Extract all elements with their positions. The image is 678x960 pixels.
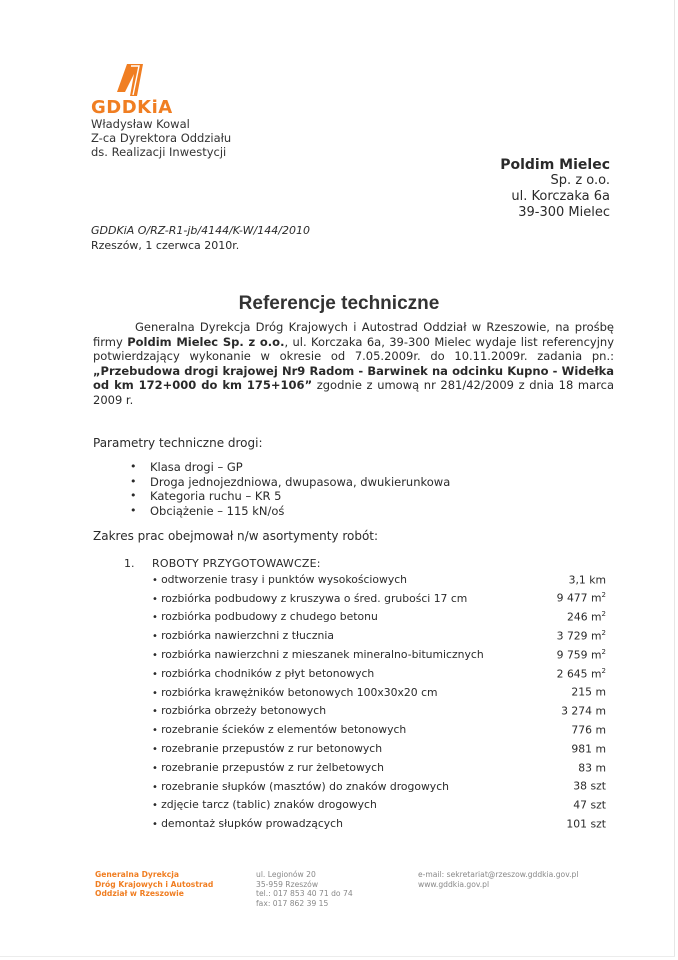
quantity-value: 3 729 [556,629,588,643]
quantity-unit: m [595,685,606,699]
unit-exponent: 2 [601,610,606,619]
quantity-unit: m [591,591,602,605]
quantity-unit: m [591,629,602,643]
quantity-unit: km [589,573,606,587]
quantity-unit: m [595,704,606,718]
unit-exponent: 2 [601,666,606,675]
work-quantity [536,761,606,775]
work-quantity [536,685,606,699]
footer-org-line1: Generalna Dyrekcja [95,870,180,879]
list-item: • Klasa drogi – GP [130,460,450,475]
work-quantity [536,779,606,793]
quantity-unit: m [591,648,602,662]
quantity-value: 776 [571,723,593,737]
quantity-value: 9 477 [556,591,588,605]
work-quantity [536,629,606,643]
scope-heading: Zakres prac obejmował n/w asortymenty robót: [93,529,379,543]
table-row [152,664,606,683]
work-description: • rozbiórka nawierzchni z tłucznia [152,629,334,642]
table-row [152,777,606,796]
work-description: • rozbiórka podbudowy z chudego betonu [152,610,378,623]
params-list [130,460,450,518]
table-row [152,739,606,758]
footer-contact [418,870,578,889]
table-row [152,645,606,664]
works-list [152,570,606,833]
intro-company: Poldim Mielec Sp. z o.o. [127,334,285,349]
footer-addr-line1: ul. Legionów 20 [256,870,316,879]
work-description: • rozbiórka nawierzchni z mieszanek mineralno-bitumicznych [152,648,484,661]
footer-addr-line4: fax: 017 862 39 15 [256,898,329,908]
section-number: 1. [124,557,135,570]
quantity-value: 9 759 [556,648,588,662]
work-description: • rozebranie przepustów z rur żelbetowych [152,761,384,774]
work-quantity [536,667,606,681]
work-description: • rozbiórka obrzeży betonowych [152,704,326,717]
quantity-unit: m [591,610,602,624]
work-quantity [536,723,606,737]
work-quantity [536,591,606,605]
unit-exponent: 2 [601,647,606,656]
sender-position-line2: ds. Realizacji Inwestycji [91,145,227,159]
document-title: Referencje techniczne [238,293,440,314]
work-quantity [536,704,606,718]
quantity-value: 38 [573,779,588,793]
work-quantity [536,817,606,831]
quantity-unit: szt [590,798,606,812]
work-description: • rozbiórka podbudowy z kruszywa o śred. grubości 17 cm [152,592,467,605]
place-date: Rzeszów, 1 czerwca 2010r. [91,239,240,252]
sender-name: Władysław Kowal [91,117,190,131]
footer-address [256,870,353,908]
reference-number: GDDKiA O/RZ-R1-jb/4144/K-W/144/2010 [91,224,310,237]
quantity-unit: m [595,742,606,756]
table-row [152,626,606,645]
intro-paragraph [93,320,614,408]
logo-text: GDDKiA [91,97,173,118]
intro-part3: zgodnie z umową nr 281/42/2009 z dnia 18 marca 2009 r. [93,378,614,407]
list-item: • Kategoria ruchu – KR 5 [130,489,450,504]
quantity-unit: m [595,723,606,737]
unit-exponent: 2 [601,591,606,600]
table-row [152,570,606,589]
footer-addr-line3: tel.: 017 853 40 71 do 74 [256,889,353,898]
work-description: • rozbiórka krawężników betonowych 100x30x20 cm [152,686,438,699]
quantity-unit: m [595,761,606,775]
work-description: • rozbiórka chodników z płyt betonowych [152,667,374,680]
quantity-value: 101 [566,817,588,831]
recipient-street: ul. Korczaka 6a [511,189,610,204]
work-quantity [536,742,606,756]
list-item: • Obciążenie – 115 kN/oś [130,504,450,519]
footer-web: www.gddkia.gov.pl [418,879,490,889]
quantity-value: 2 645 [556,667,588,681]
quantity-value: 83 [578,761,593,775]
footer-email: e-mail: sekretariat@rzeszow.gddkia.gov.pl [418,870,579,879]
work-quantity [536,573,606,587]
work-description: • rozebranie przepustów z rur betonowych [152,742,382,755]
quantity-value: 3,1 [568,573,586,587]
footer-org-line3: Oddział w Rzeszowie [95,889,184,898]
recipient-city: 39-300 Mielec [518,205,610,220]
work-quantity [536,798,606,812]
intro-task: „Przebudowa drogi krajowej Nr9 Radom - Barwinek na odcinku Kupno - Widełka od km 172+000 do km 175+106” [93,363,614,393]
quantity-value: 3 274 [561,704,593,718]
work-description: • rozebranie ścieków z elementów betonowych [152,723,406,736]
quantity-value: 981 [571,742,593,756]
table-row [152,796,606,815]
quantity-unit: szt [590,817,606,831]
section-title: ROBOTY PRZYGOTOWAWCZE: [152,557,321,570]
footer-org-line2: Dróg Krajowych i Autostrad [95,879,214,889]
params-heading: Parametry techniczne drogi: [93,436,263,450]
table-row [152,720,606,739]
table-row [152,814,606,833]
work-description: • demontaż słupków prowadzących [152,817,343,830]
recipient-name: Poldim Mielec [500,157,610,173]
sender-position-line1: Z-ca Dyrektora Oddziału [91,131,232,145]
quantity-value: 215 [571,685,593,699]
intro-part1: Generalna Dyrekcja Dróg Krajowych i Autostrad Oddział w Rzeszowie, na prośbę firmy [93,320,614,349]
work-quantity [536,648,606,662]
recipient-address [500,157,610,221]
quantity-unit: szt [590,779,606,793]
quantity-value: 47 [573,798,588,812]
work-description: • zdjęcie tarcz (tablic) znaków drogowych [152,798,377,811]
work-description: • rozebranie słupków (masztów) do znaków drogowych [152,780,449,793]
recipient-form: Sp. z o.o. [550,173,610,188]
footer-addr-line2: 35-959 Rzeszów [256,879,319,889]
quantity-value: 246 [566,610,588,624]
work-description: • odtworzenie trasy i punktów wysokościowych [152,573,407,586]
list-item: • Droga jednojezdniowa, dwupasowa, dwukierunkowa [130,475,450,490]
table-row [152,589,606,608]
table-row [152,758,606,777]
table-row [152,683,606,702]
work-quantity [536,610,606,624]
gddkia-logo-icon [113,62,145,98]
intro-part2: , ul. Korczaka 6a, 39-300 Mielec wydaje list referencyjny potwierdzający wykonanie w okresie od 7.05.2009r. do 10.11.2009r. zadania pn.: [93,334,614,364]
unit-exponent: 2 [601,628,606,637]
table-row [152,702,606,721]
quantity-unit: m [591,667,602,681]
table-row [152,608,606,627]
footer-organization [95,870,213,899]
